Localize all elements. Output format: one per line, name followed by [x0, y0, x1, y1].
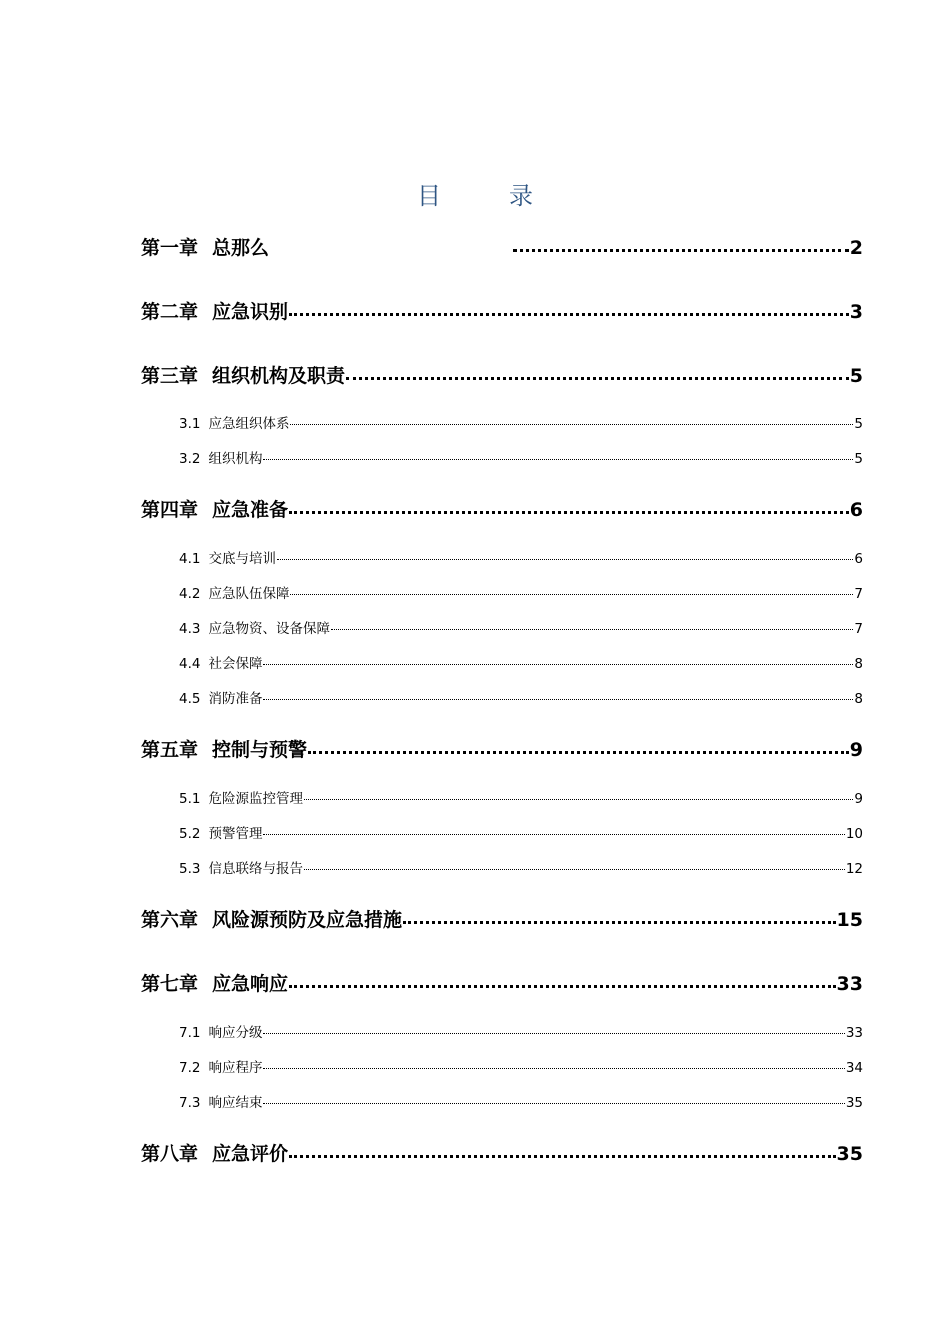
dot-leader	[346, 358, 849, 380]
dot-leader	[263, 820, 844, 835]
toc-entry-page-number: 7	[854, 620, 863, 637]
toc-entry-number: 4.4	[179, 655, 201, 672]
dot-leader	[263, 685, 853, 700]
toc-entry-number: 第三章	[141, 365, 199, 387]
dot-leader	[513, 230, 849, 252]
toc-entry-number: 5.3	[179, 860, 201, 877]
toc-entry-page-number: 10	[845, 825, 863, 842]
toc-section-entry[interactable]	[179, 788, 863, 808]
toc-entry-label: 应急识别	[212, 301, 289, 323]
toc-entry-label: 响应结束	[208, 1094, 263, 1111]
dot-leader	[403, 902, 836, 924]
toc-entry-number: 4.5	[179, 690, 201, 707]
toc-section-entry[interactable]	[179, 1092, 863, 1112]
toc-entry-label: 预警管理	[208, 825, 263, 842]
toc-entry-number: 第二章	[141, 301, 199, 323]
toc-entry-page-number: 5	[854, 415, 863, 432]
toc-chapter-entry[interactable]	[141, 1138, 863, 1164]
toc-entry-page-number: 9	[854, 790, 863, 807]
dot-leader	[263, 1054, 844, 1069]
toc-chapter-entry[interactable]	[141, 360, 863, 386]
toc-section-entry[interactable]	[179, 653, 863, 673]
toc-section-entry[interactable]	[179, 548, 863, 568]
toc-entry-label: 响应程序	[208, 1059, 263, 1076]
toc-entry-page-number: 2	[849, 237, 863, 259]
toc-chapter-entry[interactable]	[141, 904, 863, 930]
toc-entry-label: 应急响应	[212, 973, 289, 995]
toc-entry-page-number: 6	[849, 499, 863, 521]
toc-entry-page-number: 5	[854, 450, 863, 467]
toc-entry-page-number: 35	[836, 1143, 863, 1165]
toc-entry-page-number: 34	[845, 1059, 863, 1076]
dot-leader	[289, 1136, 836, 1158]
toc-entry-label: 应急组织体系	[208, 415, 290, 432]
toc-entry-page-number: 6	[854, 550, 863, 567]
toc-chapter-entry[interactable]	[141, 296, 863, 322]
toc-chapter-entry[interactable]	[141, 494, 863, 520]
dot-leader	[331, 615, 853, 630]
dot-leader	[308, 732, 849, 754]
toc-entry-label: 危险源监控管理	[208, 790, 303, 807]
dot-leader	[263, 445, 853, 460]
dot-leader	[289, 966, 836, 988]
toc-entry-number: 5.2	[179, 825, 201, 842]
dot-leader	[263, 1089, 844, 1104]
toc-entry-page-number: 33	[836, 973, 863, 995]
toc-entry-label: 应急准备	[212, 499, 289, 521]
toc-entry-number: 3.2	[179, 450, 201, 467]
dot-leader	[290, 410, 853, 425]
toc-entry-number: 第八章	[141, 1143, 199, 1165]
toc-entry-number: 第一章	[141, 237, 199, 259]
toc-entry-number: 3.1	[179, 415, 201, 432]
dot-leader	[277, 545, 853, 560]
toc-entry-number: 7.1	[179, 1024, 201, 1041]
toc-entry-page-number: 8	[854, 690, 863, 707]
toc-entry-number: 4.1	[179, 550, 201, 567]
toc-section-entry[interactable]	[179, 1022, 863, 1042]
toc-entry-page-number: 3	[849, 301, 863, 323]
toc-entry-label: 组织机构及职责	[212, 365, 346, 387]
toc-chapter-entry[interactable]	[141, 734, 863, 760]
toc-entry-label: 应急物资、设备保障	[208, 620, 330, 637]
toc-entry-label: 响应分级	[208, 1024, 263, 1041]
toc-entry-number: 第六章	[141, 909, 199, 931]
toc-entry-label: 交底与培训	[208, 550, 276, 567]
toc-chapter-entry[interactable]	[141, 232, 863, 258]
toc-section-entry[interactable]	[179, 583, 863, 603]
toc-entry-number: 第七章	[141, 973, 199, 995]
toc-entry-page-number: 12	[845, 860, 863, 877]
dot-leader	[263, 650, 853, 665]
toc-title: 目 录	[417, 182, 555, 210]
dot-leader	[290, 580, 853, 595]
toc-entry-page-number: 35	[845, 1094, 863, 1111]
toc-section-entry[interactable]	[179, 823, 863, 843]
dot-leader	[304, 855, 845, 870]
toc-entry-number: 4.3	[179, 620, 201, 637]
toc-section-entry[interactable]	[179, 1057, 863, 1077]
toc-entry-label: 应急队伍保障	[208, 585, 290, 602]
toc-entry-page-number: 5	[849, 365, 863, 387]
toc-entry-label: 风险源预防及应急措施	[212, 909, 403, 931]
dot-leader	[304, 785, 853, 800]
toc-entry-label: 信息联络与报告	[208, 860, 303, 877]
toc-entry-number: 4.2	[179, 585, 201, 602]
toc-entry-label: 控制与预警	[212, 739, 308, 761]
toc-entry-page-number: 33	[845, 1024, 863, 1041]
dot-leader	[289, 492, 849, 514]
toc-section-entry[interactable]	[179, 618, 863, 638]
toc-entry-page-number: 7	[854, 585, 863, 602]
toc-entry-label: 社会保障	[208, 655, 263, 672]
toc-entry-label: 应急评价	[212, 1143, 289, 1165]
toc-entry-number: 5.1	[179, 790, 201, 807]
toc-entry-number: 第四章	[141, 499, 199, 521]
toc-entry-number: 7.2	[179, 1059, 201, 1076]
toc-entry-page-number: 15	[836, 909, 863, 931]
toc-entry-page-number: 8	[854, 655, 863, 672]
toc-section-entry[interactable]	[179, 688, 863, 708]
toc-section-entry[interactable]	[179, 448, 863, 468]
dot-leader	[263, 1019, 844, 1034]
toc-entry-number: 第五章	[141, 739, 199, 761]
toc-entry-page-number: 9	[849, 739, 863, 761]
toc-section-entry[interactable]	[179, 413, 863, 433]
toc-entry-label: 消防准备	[208, 690, 263, 707]
toc-entry-label: 总那么	[212, 237, 270, 259]
toc-entry-number: 7.3	[179, 1094, 201, 1111]
toc-entry-label: 组织机构	[208, 450, 263, 467]
toc-section-entry[interactable]	[179, 858, 863, 878]
dot-leader	[289, 294, 849, 316]
toc-chapter-entry[interactable]	[141, 968, 863, 994]
